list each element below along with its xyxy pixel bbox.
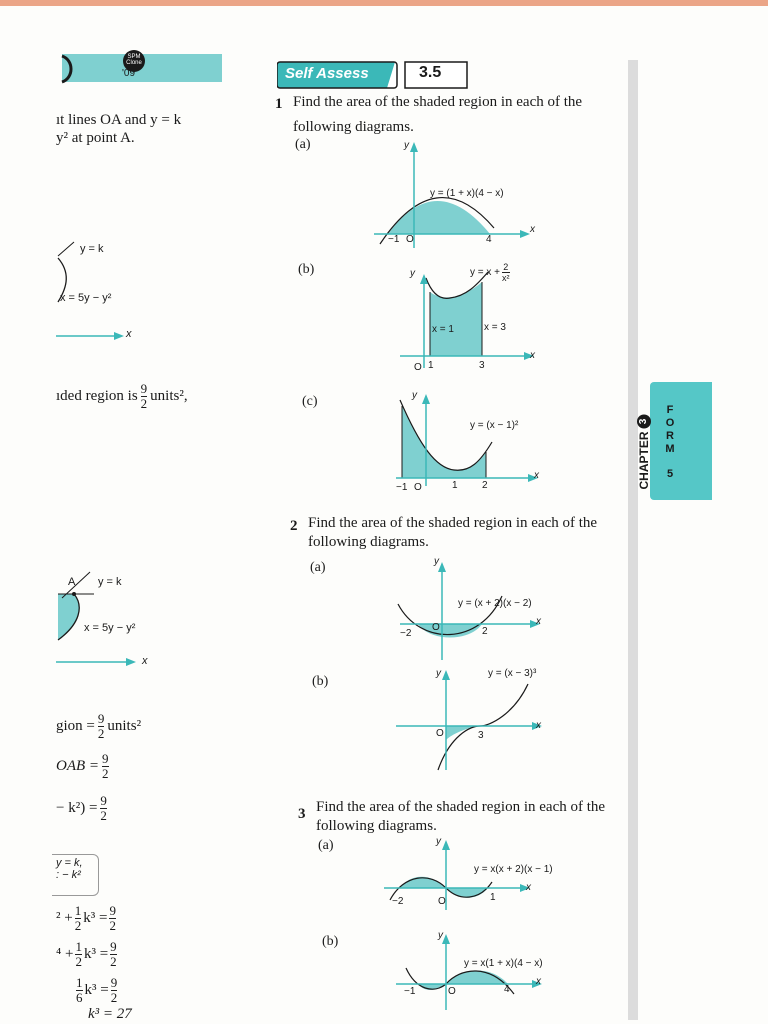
q2b-y-label: y [436, 668, 441, 679]
q2a-tick-2: 2 [482, 626, 488, 637]
form-label-vertical: F O R M 5 [665, 404, 675, 480]
q3b-graph [390, 928, 550, 1018]
q3b-y-label: y [438, 930, 443, 941]
q2b-label: (b) [312, 674, 329, 689]
q2a-graph [390, 556, 550, 666]
self-assess-number: 3.5 [419, 64, 442, 81]
spm-badge: SPM Clone [126, 54, 142, 66]
q1a-label: (a) [295, 137, 311, 152]
question-2-text-line2: following diagrams. [308, 534, 429, 550]
q3b-tick-neg1: −1 [404, 986, 416, 997]
q1c-tick-2: 2 [482, 480, 488, 491]
q2b-graph [390, 664, 550, 774]
q1b-x-label: x [530, 350, 535, 361]
q1c-label: (c) [302, 394, 318, 409]
q3b-tick-4: 4 [504, 984, 510, 995]
chapter-number-circle: 3 [637, 414, 651, 428]
left-shaded-text: ıded region is $\frac{9}{2}$ units², [56, 381, 188, 411]
left-fig1-x: x [126, 328, 132, 340]
q1a-x-label: x [530, 224, 535, 235]
left-eq4: ² + $\frac{1}{2}$ k³ = $\frac{9}{2}$ [56, 903, 116, 933]
q1c-x-label: x [534, 470, 539, 481]
left-diagram-1 [54, 236, 154, 346]
q1b-y-label: y [410, 268, 415, 279]
q1a-equation: y = (1 + x)(4 − x) [430, 188, 504, 199]
left-fig2-yk: y = k [98, 576, 122, 588]
q2a-x-label: x [536, 616, 541, 627]
top-edge-strip [0, 0, 768, 6]
q1b-graph [396, 268, 546, 374]
chapter-side-tab [650, 382, 712, 500]
q1b-origin: O [414, 362, 422, 373]
question-3-text-line1: Find the area of the shaded region in each of the [316, 799, 606, 815]
q2a-equation: y = (x + 2)(x − 2) [458, 598, 532, 609]
q1b-line-x1: x = 1 [432, 324, 454, 335]
q1b-line-x3: x = 3 [484, 322, 506, 333]
left-fig1-curve: x = 5y − y² [60, 292, 112, 304]
question-2-text-line1: Find the area of the shaded region in each of the [308, 515, 598, 531]
left-eq3: − k²) = $\frac{9}{2}$ [56, 793, 107, 823]
q3b-origin: O [448, 986, 456, 997]
q2b-x-label: x [536, 720, 541, 731]
left-eq6: $\frac{1}{6}$ k³ = $\frac{9}{2}$ [76, 975, 118, 1005]
q3a-equation: y = x(x + 2)(x − 1) [474, 864, 553, 875]
q1a-origin: O [406, 234, 414, 245]
q3a-x-label: x [526, 882, 531, 893]
q2a-label: (a) [310, 560, 326, 575]
q2a-origin: O [432, 622, 440, 633]
left-text-line1: ıt lines OA and y = k [56, 112, 182, 128]
q1c-graph [390, 390, 550, 490]
q1b-equation: y = x + $\frac{2}{\text{x²}}$ [470, 262, 510, 283]
question-3-text-line2: following diagrams. [316, 818, 437, 834]
q1c-origin: O [414, 482, 422, 493]
q2a-tick-neg2: −2 [400, 628, 412, 639]
q1a-y-label: y [404, 140, 409, 151]
left-text-line2: y² at point A. [56, 130, 135, 146]
q3b-equation: y = x(1 + x)(4 − x) [464, 958, 543, 969]
q3a-y-label: y [436, 836, 441, 847]
question-1-number: 1 [275, 96, 283, 112]
q3a-origin: O [438, 896, 446, 907]
left-eq2: OAB = $\frac{9}{2}$ [56, 751, 109, 781]
q1a-tick-4: 4 [486, 234, 492, 245]
self-assess-header [277, 60, 469, 90]
q1b-tick-1: 1 [428, 360, 434, 371]
q2b-tick-3: 3 [478, 730, 484, 741]
q1c-y-label: y [412, 390, 417, 401]
spm-year: '09 [122, 68, 136, 79]
q2b-origin: O [436, 728, 444, 739]
question-1-text-line1: Find the area of the shaded region in each of the [293, 94, 583, 110]
question-2-number: 2 [290, 518, 298, 534]
q3a-label: (a) [318, 838, 334, 853]
question-3-number: 3 [298, 806, 306, 822]
left-fig2-x: x [142, 655, 148, 667]
self-assess-title: Self Assess [285, 65, 369, 82]
q3b-label: (b) [322, 934, 339, 949]
q1c-equation: y = (x − 1)² [470, 420, 519, 431]
left-eq7: k³ = 27 [88, 1006, 132, 1022]
left-fig2-a: A [68, 576, 76, 588]
left-fig1-yk: y = k [80, 243, 104, 255]
left-eq1: gion = $\frac{9}{2}$ units² [56, 711, 142, 741]
q1a-tick-neg1: −1 [388, 234, 400, 245]
q3a-tick-neg2: −2 [392, 896, 404, 907]
q1c-tick-neg1: −1 [396, 482, 408, 493]
q1b-tick-3: 3 [479, 360, 485, 371]
q3a-tick-1: 1 [490, 892, 496, 903]
chapter-label-vertical: CHAPTER 3 [630, 400, 658, 504]
q2b-equation: y = (x − 3)³ [488, 668, 537, 679]
left-eq5: ⁴ + $\frac{1}{2}$ k³ = $\frac{9}{2}$ [56, 939, 117, 969]
q1c-tick-1: 1 [452, 480, 458, 491]
left-boxed-note: y = k, : − k² [52, 854, 99, 896]
q2a-y-label: y [434, 556, 439, 567]
left-fig2-curve: x = 5y − y² [84, 622, 136, 634]
q3b-x-label: x [536, 976, 541, 987]
page-edge-shadow [628, 60, 638, 1020]
q1b-label: (b) [298, 262, 315, 277]
question-1-text-line2: following diagrams. [293, 119, 414, 135]
